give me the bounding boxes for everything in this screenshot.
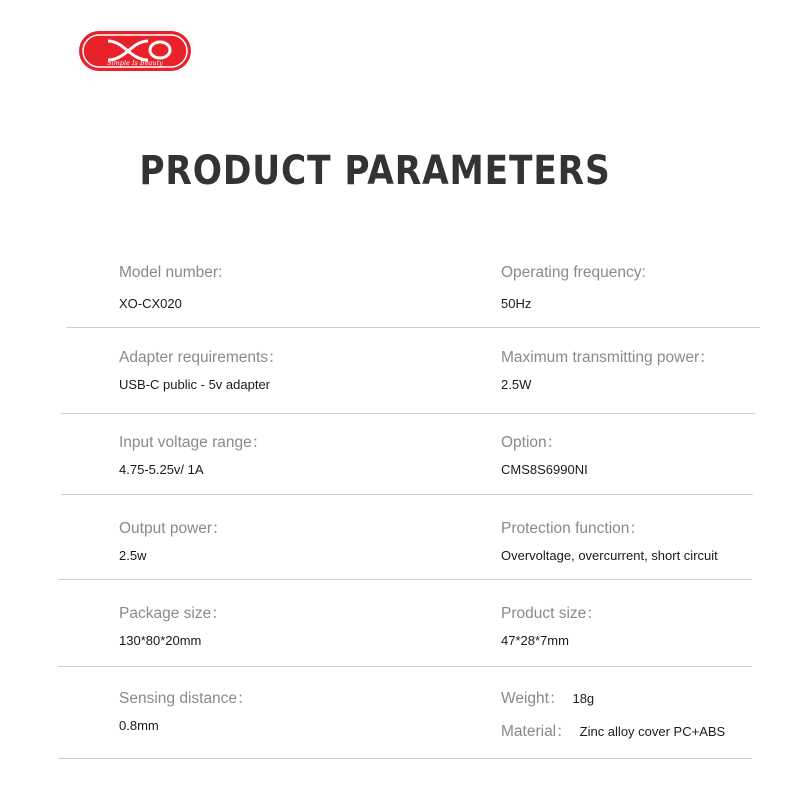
param-value-max-transmitting-power: 2.5W bbox=[501, 377, 532, 392]
param-value-weight: 18g bbox=[572, 691, 595, 706]
param-label-sensing-distance: Sensing distance： bbox=[119, 690, 253, 707]
param-label-max-transmitting-power: Maximum transmitting power： bbox=[501, 349, 715, 366]
param-value-output-power: 2.5w bbox=[119, 548, 147, 563]
param-value-operating-frequency: 50Hz bbox=[501, 296, 532, 311]
param-weight bbox=[501, 686, 594, 708]
row-divider bbox=[61, 494, 753, 495]
row-divider bbox=[58, 666, 752, 667]
row-divider bbox=[58, 579, 752, 580]
param-value-product-size: 47*28*7mm bbox=[501, 633, 569, 648]
row-divider bbox=[61, 413, 755, 414]
param-value-input-voltage-range: 4.75-5.25v/ 1A bbox=[119, 462, 204, 477]
param-material bbox=[501, 719, 725, 741]
param-label-package-size: Package size： bbox=[119, 605, 227, 622]
param-label-protection-function: Protection function： bbox=[501, 520, 645, 537]
param-value-material: Zinc alloy cover PC+ABS bbox=[579, 724, 726, 739]
param-label-product-size: Product size： bbox=[501, 605, 602, 622]
param-label-weight: Weight： bbox=[501, 690, 565, 707]
row-divider bbox=[58, 758, 752, 759]
param-value-package-size: 130*80*20mm bbox=[119, 633, 202, 648]
param-label-input-voltage-range: Input voltage range： bbox=[119, 434, 268, 451]
param-value-model-number: XO-CX020 bbox=[119, 296, 182, 311]
param-value-protection-function: Overvoltage, overcurrent, short circuit bbox=[501, 548, 718, 563]
brand-logo bbox=[78, 30, 192, 72]
row-divider bbox=[66, 327, 760, 328]
param-value-sensing-distance: 0.8mm bbox=[119, 718, 159, 733]
param-label-adapter-requirements: Adapter requirements： bbox=[119, 349, 284, 366]
param-value-adapter-requirements: USB-C public - 5v adapter bbox=[119, 377, 271, 392]
param-label-material: Material： bbox=[501, 723, 572, 740]
param-label-option: Option： bbox=[501, 434, 563, 451]
svg-text:Simple Is Beauty: Simple Is Beauty bbox=[107, 59, 163, 67]
param-label-operating-frequency: Operating frequency: bbox=[501, 264, 646, 281]
xo-logo-icon bbox=[78, 30, 192, 72]
param-label-model-number: Model number: bbox=[119, 264, 223, 281]
param-value-option: CMS8S6990NI bbox=[501, 462, 588, 477]
param-label-output-power: Output power： bbox=[119, 520, 228, 537]
page-title: PRODUCT PARAMETERS bbox=[139, 148, 611, 194]
